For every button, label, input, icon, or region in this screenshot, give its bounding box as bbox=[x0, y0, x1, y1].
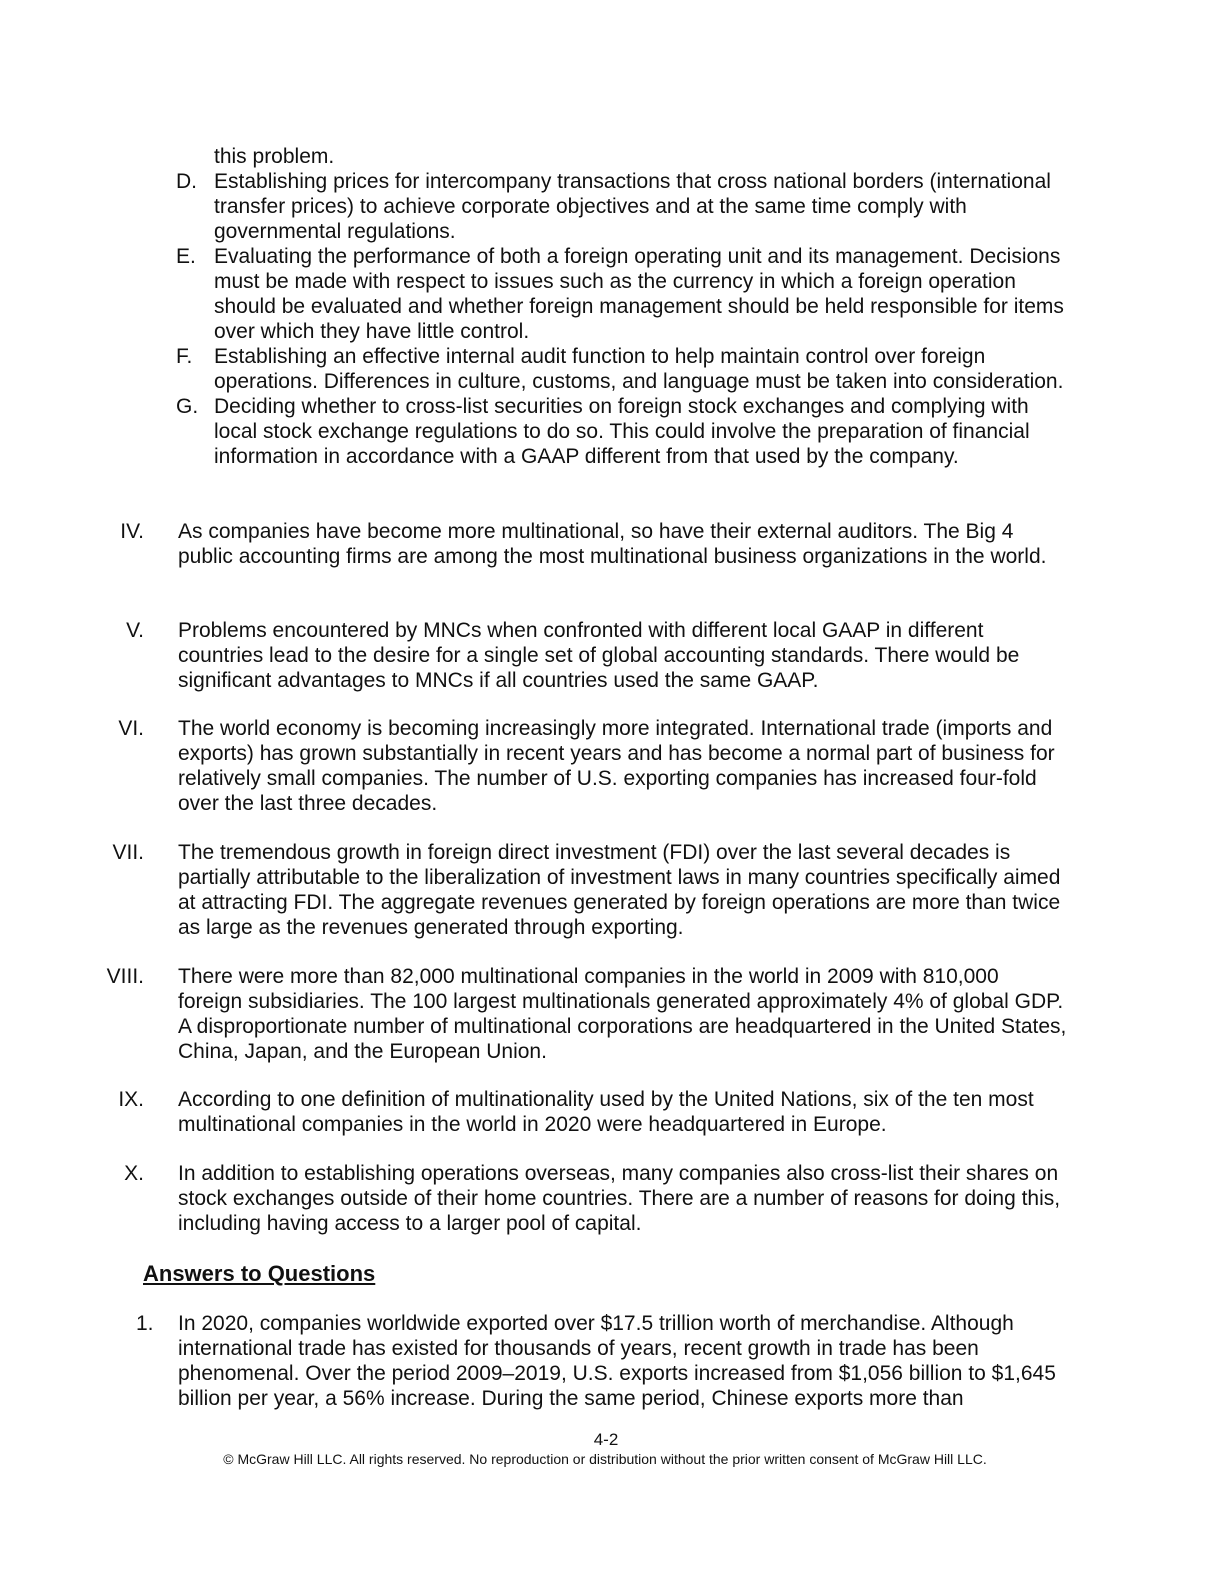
list-marker: 1. bbox=[136, 1312, 154, 1335]
continued-paragraph: this problem. bbox=[214, 145, 335, 168]
roman-item-vi bbox=[96, 716, 1096, 816]
roman-item-ix bbox=[96, 1087, 1096, 1137]
list-marker: E. bbox=[176, 245, 196, 268]
list-item-d bbox=[176, 169, 1096, 244]
list-item-text: According to one definition of multinationality used by the United Nations, six of the ten most multinational companies in the world in 2020 were headquartered in Europe. bbox=[178, 1088, 1034, 1136]
roman-item-viii bbox=[96, 964, 1096, 1064]
list-marker: G. bbox=[176, 395, 199, 418]
list-item-text: In addition to establishing operations overseas, many companies also cross-list their shares on stock exchanges outside of their home countries. There are a number of reasons for doing this, including having access to a larger pool of capital. bbox=[178, 1162, 1061, 1235]
roman-item-vii bbox=[96, 840, 1096, 940]
list-marker: VIII. bbox=[106, 965, 144, 988]
list-item-text: Establishing prices for intercompany transactions that cross national borders (international transfer prices) to achieve corporate objectives and at the same time comply with governmental regulations. bbox=[214, 170, 1051, 243]
list-item-text: In 2020, companies worldwide exported over $17.5 trillion worth of merchandise. Although international trade has existed for thousands of years, recent growth in trade has been phenomenal. Over the period 2009–2019, U.S. exports increased from $1,056 billion to $1,645 billion per year, a 56% increase. During the same period, Chinese exports more than bbox=[178, 1312, 1056, 1410]
list-marker: F. bbox=[176, 345, 193, 368]
list-marker: X. bbox=[124, 1162, 144, 1185]
list-item-text: Establishing an effective internal audit function to help maintain control over foreign operations. Differences in culture, customs, and language must be taken into consideration. bbox=[214, 345, 1064, 393]
list-item-text: Evaluating the performance of both a foreign operating unit and its management. Decisions must be made with respect to issues such as the currency in which a foreign operation should be evaluated and whether foreign management should be held responsible for items over which they have little control. bbox=[214, 245, 1064, 343]
roman-item-iv bbox=[96, 519, 1096, 569]
list-marker: VII. bbox=[112, 841, 144, 864]
roman-item-v bbox=[96, 618, 1096, 693]
lettered-list bbox=[176, 169, 1096, 469]
list-marker: VI. bbox=[118, 717, 144, 740]
list-item-text: Deciding whether to cross-list securities on foreign stock exchanges and complying with local stock exchange regulations to do so. This could involve the preparation of financial information in accordance with a GAAP different from that used by the company. bbox=[214, 395, 1030, 468]
roman-item-x bbox=[96, 1161, 1096, 1236]
answer-item-1 bbox=[136, 1311, 1096, 1411]
list-marker: IX. bbox=[118, 1088, 144, 1111]
copyright-notice: © McGraw Hill LLC. All rights reserved. No reproduction or distribution without the prior written consent of McGraw Hill LLC. bbox=[223, 1451, 987, 1467]
section-heading: Answers to Questions bbox=[143, 1261, 376, 1286]
list-item-f bbox=[176, 344, 1096, 394]
list-item-text: The tremendous growth in foreign direct investment (FDI) over the last several decades is partially attributable to the liberalization of investment laws in many countries specifically aimed at attracting FDI. The aggregate revenues generated by foreign operations are more than twice as large as the revenues generated through exporting. bbox=[178, 841, 1061, 939]
list-item-e bbox=[176, 244, 1096, 344]
list-item-text: The world economy is becoming increasingly more integrated. International trade (imports and exports) has grown substantially in recent years and has become a normal part of business for relatively small companies. The number of U.S. exporting companies has increased four-fold over the last three decades. bbox=[178, 717, 1055, 815]
list-marker: V. bbox=[126, 619, 144, 642]
page-number: 4-2 bbox=[593, 1430, 619, 1449]
list-item-g bbox=[176, 394, 1096, 469]
list-marker: D. bbox=[176, 170, 197, 193]
list-item-text: As companies have become more multinational, so have their external auditors. The Big 4 public accounting firms are among the most multinational business organizations in the world. bbox=[178, 520, 1047, 568]
list-item-text: There were more than 82,000 multinational companies in the world in 2009 with 810,000 foreign subsidiaries. The 100 largest multinationals generated approximately 4% of global GDP. A disproportionate number of multinational corporations are headquartered in the United States, China, Japan, and the European Union. bbox=[178, 965, 1067, 1063]
list-item-text: Problems encountered by MNCs when confronted with different local GAAP in different countries lead to the desire for a single set of global accounting standards. There would be significant advantages to MNCs if all countries used the same GAAP. bbox=[178, 619, 1020, 692]
list-marker: IV. bbox=[120, 520, 144, 543]
